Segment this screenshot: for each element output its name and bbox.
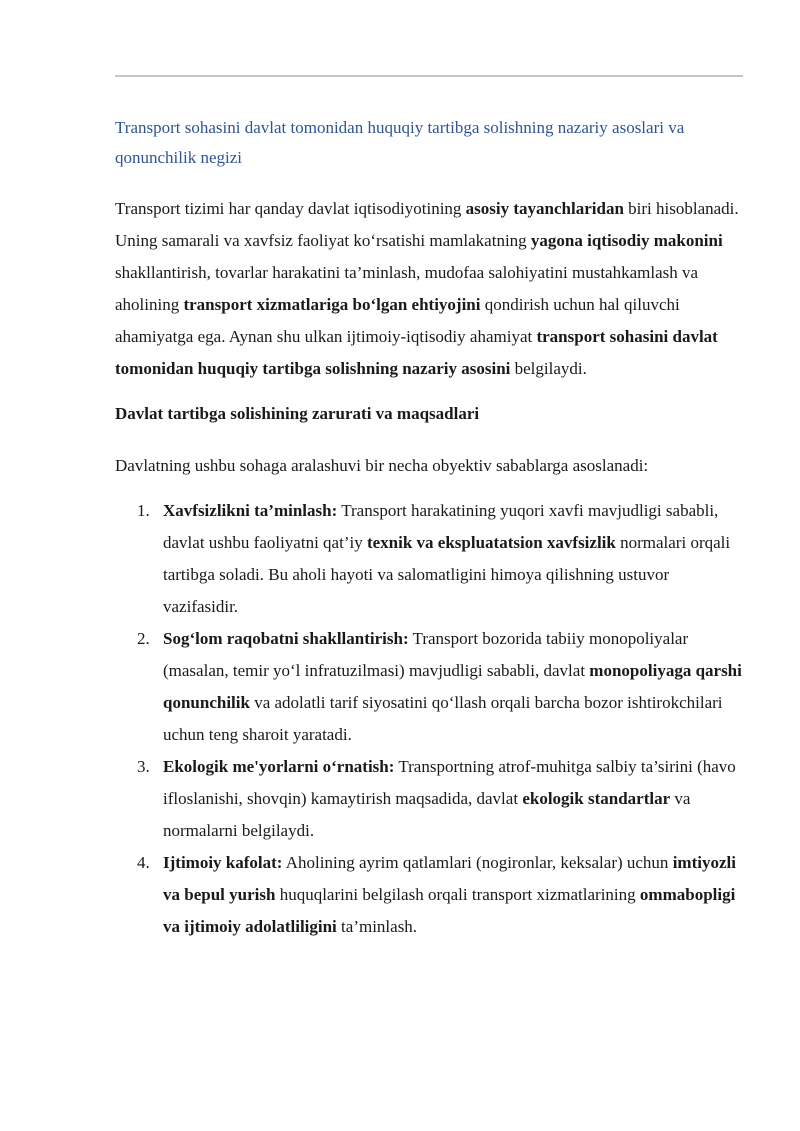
item-run: ta’minlash. (336, 917, 418, 936)
item-run-bold: ekologik standartlar (522, 789, 671, 808)
lead-paragraph: Davlatning ushbu sohaga aralashuvi bir necha obyektiv sabablarga asoslanadi: (115, 456, 649, 475)
item-run-bold: monopoliyaga qarshi qonunchilik (163, 661, 742, 712)
list-number: 2. (137, 629, 150, 648)
item-label: Xavfsizlikni ta’minlash: (163, 501, 338, 520)
intro-run: biri hisoblanadi. Uning samarali va xavfsiz faoliyat ko‘rsatishi mamlakatning (115, 199, 739, 250)
item-run-bold: ommabopligi va ijtimoiy adolatliligini (163, 885, 736, 936)
intro-paragraph (115, 193, 747, 385)
item-run: Transport bozorida tabiiy monopoliyalar (masalan, temir yo‘l infratuzilmasi) mavjudligi sababli, davlat (163, 629, 689, 680)
item-run: huquqlarini belgilash orqali transport xizmatlarining (275, 885, 640, 904)
item-run: va adolatli tarif siyosatini qo‘llash orqali barcha bozor ishtirokchilari uchun teng sharoit yaratadi. (163, 693, 723, 744)
intro-run-bold: transport sohasini davlat tomonidan huquqiy tartibga solishning nazariy asosini (115, 327, 718, 378)
intro-run: qondirish uchun hal qiluvchi ahamiyatga ega. Aynan shu ulkan ijtimoiy-iqtisodiy ahamiyat (115, 295, 680, 346)
intro-run-bold: yagona iqtisodiy makonini (530, 231, 723, 250)
intro-run: Transport tizimi har qanday davlat iqtisodiyotining (115, 199, 466, 218)
item-label: Sog‘lom raqobatni shakllantirish: (163, 629, 409, 648)
reasons-list (115, 495, 747, 943)
item-run-bold: texnik va ekspluatatsion xavfsizlik (366, 533, 616, 552)
item-label: Ijtimoiy kafolat: (163, 853, 283, 872)
item-run: Transportning atrof-muhitga salbiy ta’sirini (havo ifloslanishi, shovqin) kamaytirish maqsadida, davlat (163, 757, 736, 808)
header-rule (115, 75, 743, 77)
intro-run-bold: transport xizmatlariga bo‘lgan ehtiyojini (183, 295, 481, 314)
section-title: Transport sohasini davlat tomonidan huquqiy tartibga solishning nazariy asoslari va qonunchilik negizi (115, 118, 685, 167)
item-label: Ekologik me'yorlarni o‘rnatish: (163, 757, 395, 776)
list-item (115, 495, 747, 623)
intro-run: shakllantirish, tovarlar harakatini ta’minlash, mudofaa salohiyatini mustahkamlash va aholining (115, 263, 699, 314)
item-run: Aholining ayrim qatlamlari (nogironlar, keksalar) uchun (282, 853, 673, 872)
item-run-bold: imtiyozli va bepul yurish (163, 853, 736, 904)
intro-run: belgilaydi. (510, 359, 587, 378)
item-run: Transport harakatining yuqori xavfi mavjudligi sababli, davlat ushbu faoliyatni qat’iy (163, 501, 719, 552)
document-body (115, 113, 747, 943)
item-run: va normalarni belgilaydi. (163, 789, 691, 840)
list-number: 1. (137, 501, 150, 520)
list-item (115, 623, 747, 751)
item-run: normalari orqali tartibga soladi. Bu aholi hayoti va salomatligini himoya qilishning ustuvor vazifasidir. (163, 533, 731, 616)
list-item (115, 847, 747, 943)
list-number: 4. (137, 853, 150, 872)
subheading: Davlat tartibga solishining zarurati va maqsadlari (115, 404, 480, 423)
list-number: 3. (137, 757, 150, 776)
list-item (115, 751, 747, 847)
intro-run-bold: asosiy tayanchlaridan (465, 199, 624, 218)
